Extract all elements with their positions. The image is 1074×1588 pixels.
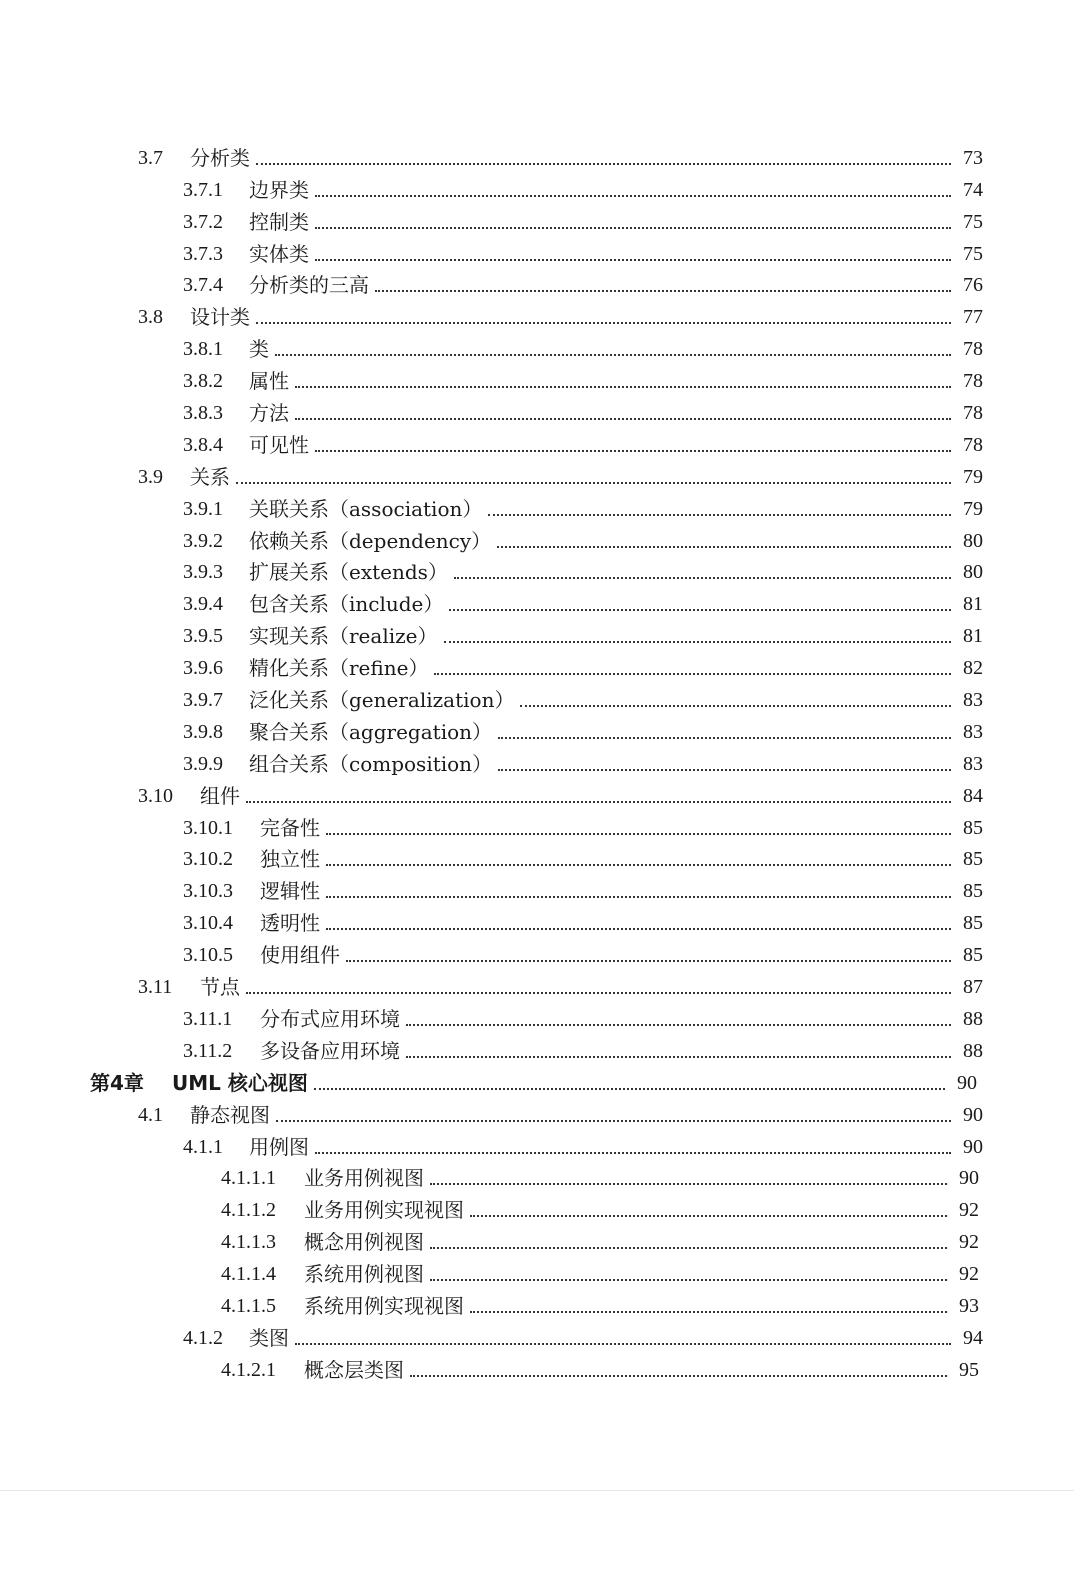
toc-entry-title: 分析类的三高 bbox=[249, 273, 369, 298]
toc-page-number: 83 bbox=[963, 720, 983, 743]
toc-entry-title: 属性 bbox=[249, 369, 289, 394]
toc-entry[interactable] bbox=[0, 747, 1074, 779]
toc-page-number: 80 bbox=[963, 561, 983, 584]
toc-entry-title: 分析类 bbox=[190, 145, 250, 170]
toc-page-number: 75 bbox=[963, 210, 983, 233]
toc-page-number: 73 bbox=[963, 146, 983, 169]
toc-dot-leader bbox=[406, 1007, 951, 1031]
toc-dot-leader bbox=[498, 720, 951, 744]
toc-page-number: 93 bbox=[959, 1294, 979, 1317]
toc-entry-title: 精化关系（refine） bbox=[249, 656, 429, 681]
toc-page-number: 85 bbox=[963, 912, 983, 935]
toc-entry[interactable] bbox=[0, 460, 1074, 492]
toc-entry[interactable] bbox=[0, 587, 1074, 619]
toc-entry-number: 3.10.5 bbox=[183, 944, 233, 967]
toc-dot-leader bbox=[444, 624, 952, 648]
toc-entry-number: 3.9.7 bbox=[183, 689, 223, 712]
toc-entry[interactable] bbox=[0, 619, 1074, 651]
toc-dot-leader bbox=[430, 1262, 947, 1286]
toc-dot-leader bbox=[430, 1230, 947, 1254]
toc-entry[interactable] bbox=[0, 269, 1074, 301]
toc-page-number: 82 bbox=[963, 657, 983, 680]
toc-dot-leader bbox=[315, 433, 951, 457]
toc-entry[interactable] bbox=[0, 715, 1074, 747]
toc-dot-leader bbox=[454, 560, 951, 584]
toc-entry-number: 4.1.1.4 bbox=[221, 1263, 276, 1286]
toc-dot-leader bbox=[470, 1198, 947, 1222]
toc-entry-title: 关联关系（association） bbox=[249, 496, 483, 521]
toc-dot-leader bbox=[314, 1071, 945, 1095]
toc-page-number: 78 bbox=[963, 338, 983, 361]
toc-page-number: 90 bbox=[963, 1103, 983, 1126]
toc-entry[interactable] bbox=[0, 651, 1074, 683]
toc-entry-title: 逻辑性 bbox=[260, 879, 320, 904]
toc-entry-title: 节点 bbox=[200, 975, 240, 1000]
toc-entry-number: 3.11.2 bbox=[183, 1039, 233, 1062]
toc-dot-leader bbox=[326, 911, 951, 935]
toc-entry[interactable] bbox=[0, 1130, 1074, 1162]
page-edge-divider bbox=[0, 1490, 1074, 1491]
toc-entry-number: 3.7.2 bbox=[183, 210, 223, 233]
toc-entry-title: 独立性 bbox=[260, 847, 320, 872]
toc-dot-leader bbox=[315, 1135, 951, 1159]
toc-page-number: 85 bbox=[963, 816, 983, 839]
toc-entry-title: 控制类 bbox=[249, 209, 309, 234]
toc-entry[interactable] bbox=[0, 1257, 1074, 1289]
toc-entry-title: UML 核心视图 bbox=[172, 1070, 308, 1095]
toc-entry[interactable] bbox=[0, 1225, 1074, 1257]
toc-entry-number: 4.1.2.1 bbox=[221, 1358, 276, 1381]
toc-dot-leader bbox=[236, 465, 951, 489]
toc-entry-number: 3.10.3 bbox=[183, 880, 233, 903]
toc-entry[interactable] bbox=[0, 556, 1074, 588]
toc-dot-leader bbox=[326, 847, 951, 871]
toc-page-number: 92 bbox=[959, 1231, 979, 1254]
toc-entry-number: 3.8.1 bbox=[183, 338, 223, 361]
toc-dot-leader bbox=[449, 592, 951, 616]
toc-page-number: 95 bbox=[959, 1358, 979, 1381]
toc-page-number: 88 bbox=[963, 1007, 983, 1030]
toc-entry-number: 4.1.1.2 bbox=[221, 1199, 276, 1222]
toc-entry-number: 3.10.4 bbox=[183, 912, 233, 935]
toc-dot-leader bbox=[275, 337, 951, 361]
toc-dot-leader bbox=[256, 146, 951, 170]
toc-dot-leader bbox=[406, 1039, 951, 1063]
toc-entry-title: 实体类 bbox=[249, 241, 309, 266]
toc-entry[interactable] bbox=[0, 364, 1074, 396]
toc-page-number: 81 bbox=[963, 625, 983, 648]
toc-entry-title: 系统用例实现视图 bbox=[304, 1293, 464, 1318]
toc-entry[interactable] bbox=[0, 492, 1074, 524]
toc-entry-number: 3.9.9 bbox=[183, 752, 223, 775]
toc-dot-leader bbox=[520, 688, 951, 712]
toc-entry-title: 扩展关系（extends） bbox=[249, 560, 448, 585]
toc-entry[interactable] bbox=[0, 938, 1074, 970]
toc-entry[interactable] bbox=[0, 524, 1074, 556]
toc-entry[interactable] bbox=[0, 300, 1074, 332]
toc-page-number: 76 bbox=[963, 274, 983, 297]
toc-entry-title: 实现关系（realize） bbox=[249, 624, 438, 649]
toc-entry-number: 3.8.4 bbox=[183, 433, 223, 456]
toc-page-number: 87 bbox=[963, 976, 983, 999]
toc-entry-number: 第4章 bbox=[90, 1070, 144, 1095]
toc-page-number: 80 bbox=[963, 529, 983, 552]
toc-entry-number: 3.11.1 bbox=[183, 1007, 233, 1030]
toc-page-number: 90 bbox=[963, 1135, 983, 1158]
toc-entry-number: 3.9.4 bbox=[183, 593, 223, 616]
toc-dot-leader bbox=[295, 1326, 951, 1350]
toc-page-number: 78 bbox=[963, 402, 983, 425]
toc-dot-leader bbox=[326, 879, 951, 903]
toc-entry[interactable] bbox=[0, 428, 1074, 460]
toc-entry-number: 3.7.4 bbox=[183, 274, 223, 297]
toc-page-number: 75 bbox=[963, 242, 983, 265]
toc-entry-title: 多设备应用环境 bbox=[260, 1038, 400, 1063]
toc-page-number: 81 bbox=[963, 593, 983, 616]
toc-entry-number: 3.9 bbox=[138, 465, 163, 488]
toc-dot-leader bbox=[326, 816, 951, 840]
toc-entry[interactable] bbox=[0, 396, 1074, 428]
toc-page-number: 85 bbox=[963, 880, 983, 903]
toc-entry-number: 3.9.6 bbox=[183, 657, 223, 680]
toc-entry-number: 4.1.1.3 bbox=[221, 1231, 276, 1254]
toc-dot-leader bbox=[430, 1166, 947, 1190]
toc-dot-leader bbox=[256, 305, 951, 329]
toc-entry-number: 3.9.2 bbox=[183, 529, 223, 552]
toc-entry-number: 3.7 bbox=[138, 146, 163, 169]
toc-entry-title: 边界类 bbox=[249, 177, 309, 202]
toc-entry[interactable] bbox=[0, 1289, 1074, 1321]
toc-dot-leader bbox=[295, 401, 951, 425]
toc-entry-title: 概念层类图 bbox=[304, 1357, 404, 1382]
toc-entry-number: 3.10 bbox=[138, 784, 173, 807]
toc-entry[interactable] bbox=[0, 1321, 1074, 1353]
toc-entry-title: 业务用例实现视图 bbox=[304, 1198, 464, 1223]
toc-dot-leader bbox=[276, 1103, 951, 1127]
toc-page-number: 85 bbox=[963, 848, 983, 871]
toc-entry[interactable] bbox=[0, 205, 1074, 237]
toc-entry-title: 关系 bbox=[190, 464, 230, 489]
toc-entry-title: 类图 bbox=[249, 1325, 289, 1350]
toc-entry-title: 依赖关系（dependency） bbox=[249, 528, 492, 553]
toc-entry-title: 静态视图 bbox=[190, 1102, 270, 1127]
toc-entry-number: 3.9.3 bbox=[183, 561, 223, 584]
toc-dot-leader bbox=[246, 784, 951, 808]
toc-dot-leader bbox=[470, 1294, 947, 1318]
toc-entry-title: 泛化关系（generalization） bbox=[249, 688, 515, 713]
toc-entry-number: 4.1.1 bbox=[183, 1135, 223, 1158]
toc-entry[interactable] bbox=[0, 332, 1074, 364]
toc-dot-leader bbox=[498, 752, 951, 776]
toc-page-number: 92 bbox=[959, 1199, 979, 1222]
toc-entry[interactable] bbox=[0, 1098, 1074, 1130]
toc-entry-title: 聚合关系（aggregation） bbox=[249, 719, 493, 744]
toc-entry-title: 概念用例视图 bbox=[304, 1230, 424, 1255]
table-of-contents bbox=[0, 141, 1074, 1385]
toc-entry[interactable] bbox=[0, 683, 1074, 715]
toc-entry[interactable] bbox=[0, 843, 1074, 875]
toc-entry-title: 组件 bbox=[200, 783, 240, 808]
toc-entry-number: 3.9.1 bbox=[183, 497, 223, 520]
toc-dot-leader bbox=[315, 178, 951, 202]
toc-entry[interactable] bbox=[0, 874, 1074, 906]
toc-page-number: 79 bbox=[963, 465, 983, 488]
toc-dot-leader bbox=[315, 242, 951, 266]
toc-entry-title: 类 bbox=[249, 337, 269, 362]
toc-dot-leader bbox=[246, 975, 951, 999]
toc-dot-leader bbox=[497, 529, 951, 553]
toc-entry-number: 4.1.2 bbox=[183, 1326, 223, 1349]
toc-entry[interactable] bbox=[0, 1162, 1074, 1194]
toc-dot-leader bbox=[295, 369, 951, 393]
toc-entry[interactable] bbox=[0, 906, 1074, 938]
toc-entry-title: 可见性 bbox=[249, 432, 309, 457]
toc-entry-number: 3.7.1 bbox=[183, 178, 223, 201]
toc-dot-leader bbox=[410, 1358, 947, 1382]
toc-entry-title: 包含关系（include） bbox=[249, 592, 444, 617]
toc-entry[interactable] bbox=[0, 1353, 1074, 1385]
toc-page-number: 84 bbox=[963, 784, 983, 807]
toc-entry-number: 3.9.8 bbox=[183, 720, 223, 743]
toc-entry-title: 透明性 bbox=[260, 911, 320, 936]
toc-dot-leader bbox=[315, 210, 951, 234]
toc-page-number: 83 bbox=[963, 752, 983, 775]
toc-entry-title: 组合关系（composition） bbox=[249, 751, 493, 776]
toc-entry-title: 完备性 bbox=[260, 815, 320, 840]
toc-page-number: 78 bbox=[963, 370, 983, 393]
toc-page-number: 78 bbox=[963, 433, 983, 456]
toc-dot-leader bbox=[488, 497, 951, 521]
toc-page-number: 74 bbox=[963, 178, 983, 201]
toc-entry-number: 3.9.5 bbox=[183, 625, 223, 648]
toc-entry-number: 3.8.2 bbox=[183, 370, 223, 393]
toc-entry-number: 3.8 bbox=[138, 306, 163, 329]
toc-entry[interactable] bbox=[0, 811, 1074, 843]
toc-dot-leader bbox=[346, 943, 951, 967]
toc-entry-number: 3.8.3 bbox=[183, 402, 223, 425]
toc-entry-number: 3.10.1 bbox=[183, 816, 233, 839]
toc-entry[interactable] bbox=[0, 141, 1074, 173]
toc-entry-title: 分布式应用环境 bbox=[260, 1006, 400, 1031]
toc-entry-title: 方法 bbox=[249, 401, 289, 426]
toc-entry-number: 3.10.2 bbox=[183, 848, 233, 871]
toc-entry-number: 3.7.3 bbox=[183, 242, 223, 265]
toc-dot-leader bbox=[375, 273, 951, 297]
toc-entry[interactable] bbox=[0, 1002, 1074, 1034]
toc-page-number: 94 bbox=[963, 1326, 983, 1349]
toc-page-number: 90 bbox=[957, 1071, 977, 1094]
toc-page-number: 92 bbox=[959, 1263, 979, 1286]
toc-entry[interactable] bbox=[0, 1034, 1074, 1066]
toc-page-number: 85 bbox=[963, 944, 983, 967]
toc-entry-number: 4.1.1.1 bbox=[221, 1167, 276, 1190]
toc-page-number: 77 bbox=[963, 306, 983, 329]
toc-entry[interactable] bbox=[0, 173, 1074, 205]
toc-page-number: 88 bbox=[963, 1039, 983, 1062]
toc-entry-title: 设计类 bbox=[190, 305, 250, 330]
toc-page-number: 79 bbox=[963, 497, 983, 520]
toc-entry[interactable] bbox=[0, 1193, 1074, 1225]
toc-entry-title: 系统用例视图 bbox=[304, 1262, 424, 1287]
toc-entry-title: 使用组件 bbox=[260, 943, 340, 968]
toc-entry[interactable] bbox=[0, 237, 1074, 269]
toc-page-number: 83 bbox=[963, 689, 983, 712]
toc-page-number: 90 bbox=[959, 1167, 979, 1190]
toc-dot-leader bbox=[434, 656, 951, 680]
toc-entry-number: 4.1 bbox=[138, 1103, 163, 1126]
toc-entry[interactable] bbox=[0, 970, 1074, 1002]
toc-entry-title: 业务用例视图 bbox=[304, 1166, 424, 1191]
toc-chapter-entry[interactable] bbox=[0, 1066, 1074, 1098]
toc-entry-number: 3.11 bbox=[138, 976, 173, 999]
toc-entry-number: 4.1.1.5 bbox=[221, 1294, 276, 1317]
toc-entry-title: 用例图 bbox=[249, 1134, 309, 1159]
toc-entry[interactable] bbox=[0, 779, 1074, 811]
